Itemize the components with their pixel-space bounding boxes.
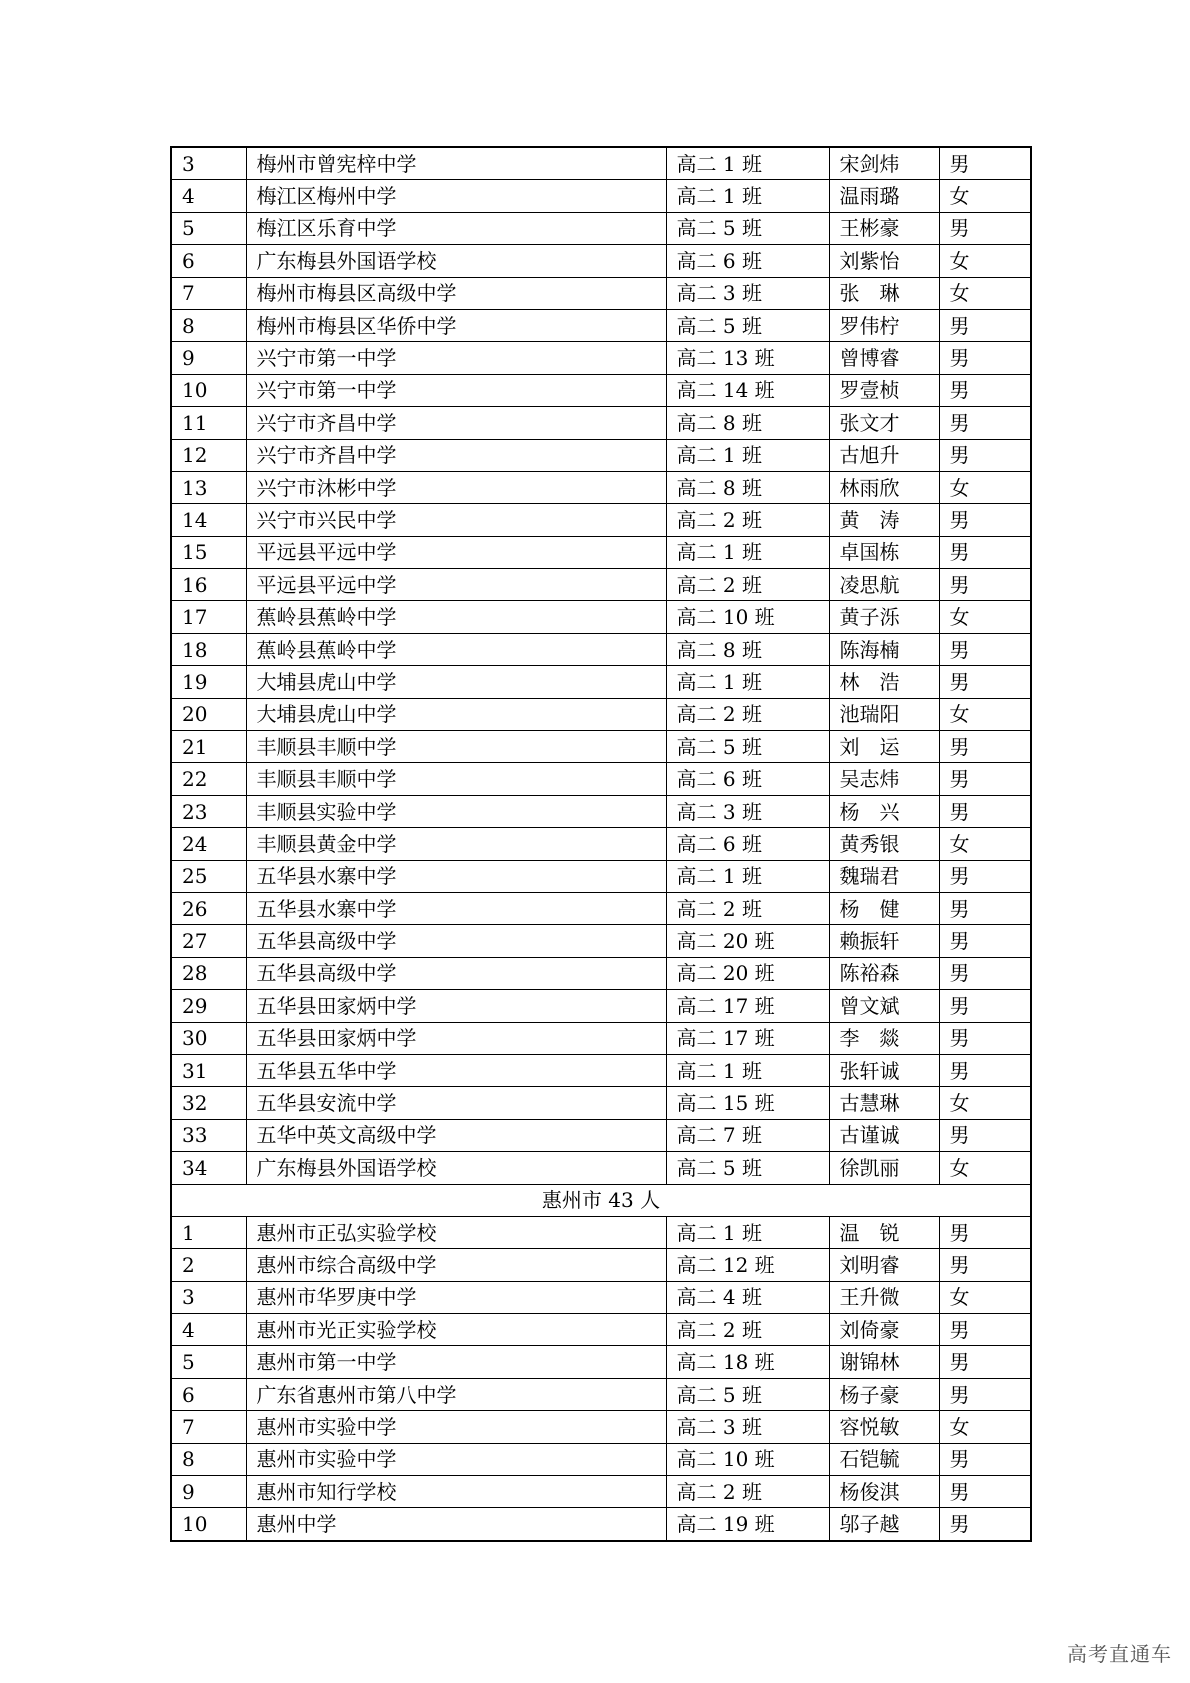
table-row bbox=[171, 795, 1031, 827]
school-cell: 兴宁市第一中学 bbox=[246, 342, 666, 374]
gender-cell: 女 bbox=[939, 828, 1031, 860]
gender-cell: 男 bbox=[939, 1508, 1031, 1541]
gender-cell: 男 bbox=[939, 731, 1031, 763]
gender-cell: 男 bbox=[939, 374, 1031, 406]
student-name-cell: 温 锐 bbox=[829, 1216, 939, 1248]
school-cell: 广东梅县外国语学校 bbox=[246, 1152, 666, 1184]
row-number-cell: 25 bbox=[171, 860, 246, 892]
class-cell: 高二 19 班 bbox=[666, 1508, 829, 1541]
row-number-cell: 12 bbox=[171, 439, 246, 471]
row-number-cell: 1 bbox=[171, 1216, 246, 1248]
student-name-cell: 杨子豪 bbox=[829, 1378, 939, 1410]
table-row bbox=[171, 990, 1031, 1022]
row-number-cell: 34 bbox=[171, 1152, 246, 1184]
student-name-cell: 赖振轩 bbox=[829, 925, 939, 957]
table-row bbox=[171, 1022, 1031, 1054]
table-row bbox=[171, 439, 1031, 471]
row-number-cell: 9 bbox=[171, 1476, 246, 1508]
gender-cell: 男 bbox=[939, 147, 1031, 180]
class-cell: 高二 8 班 bbox=[666, 471, 829, 503]
class-cell: 高二 4 班 bbox=[666, 1281, 829, 1313]
class-cell: 高二 6 班 bbox=[666, 763, 829, 795]
class-cell: 高二 20 班 bbox=[666, 925, 829, 957]
class-cell: 高二 14 班 bbox=[666, 374, 829, 406]
student-name-cell: 林雨欣 bbox=[829, 471, 939, 503]
row-number-cell: 8 bbox=[171, 1443, 246, 1475]
class-cell: 高二 5 班 bbox=[666, 309, 829, 341]
gender-cell: 男 bbox=[939, 439, 1031, 471]
watermark-text: 高考直通车 bbox=[1067, 1642, 1172, 1666]
gender-cell: 男 bbox=[939, 407, 1031, 439]
row-number-cell: 22 bbox=[171, 763, 246, 795]
school-cell: 丰顺县丰顺中学 bbox=[246, 731, 666, 763]
table-row bbox=[171, 212, 1031, 244]
class-cell: 高二 1 班 bbox=[666, 536, 829, 568]
student-name-cell: 杨 健 bbox=[829, 892, 939, 924]
school-cell: 广东梅县外国语学校 bbox=[246, 245, 666, 277]
row-number-cell: 10 bbox=[171, 374, 246, 406]
row-number-cell: 4 bbox=[171, 1314, 246, 1346]
gender-cell: 男 bbox=[939, 795, 1031, 827]
student-name-cell: 徐凯丽 bbox=[829, 1152, 939, 1184]
student-name-cell: 古旭升 bbox=[829, 439, 939, 471]
school-cell: 惠州市第一中学 bbox=[246, 1346, 666, 1378]
school-cell: 丰顺县实验中学 bbox=[246, 795, 666, 827]
school-cell: 梅江区乐育中学 bbox=[246, 212, 666, 244]
gender-cell: 男 bbox=[939, 1314, 1031, 1346]
student-name-cell: 谢锦林 bbox=[829, 1346, 939, 1378]
row-number-cell: 16 bbox=[171, 569, 246, 601]
school-cell: 惠州市华罗庚中学 bbox=[246, 1281, 666, 1313]
student-name-cell: 杨俊淇 bbox=[829, 1476, 939, 1508]
row-number-cell: 31 bbox=[171, 1054, 246, 1086]
student-name-cell: 黄子泺 bbox=[829, 601, 939, 633]
school-cell: 惠州中学 bbox=[246, 1508, 666, 1541]
gender-cell: 女 bbox=[939, 471, 1031, 503]
school-cell: 惠州市光正实验学校 bbox=[246, 1314, 666, 1346]
row-number-cell: 15 bbox=[171, 536, 246, 568]
class-cell: 高二 2 班 bbox=[666, 1476, 829, 1508]
gender-cell: 男 bbox=[939, 892, 1031, 924]
class-cell: 高二 3 班 bbox=[666, 795, 829, 827]
school-cell: 五华县高级中学 bbox=[246, 925, 666, 957]
table-row bbox=[171, 1346, 1031, 1378]
row-number-cell: 24 bbox=[171, 828, 246, 860]
row-number-cell: 13 bbox=[171, 471, 246, 503]
table-row bbox=[171, 1249, 1031, 1281]
school-cell: 兴宁市第一中学 bbox=[246, 374, 666, 406]
table-row bbox=[171, 698, 1031, 730]
gender-cell: 男 bbox=[939, 957, 1031, 989]
student-name-cell: 温雨璐 bbox=[829, 180, 939, 212]
class-cell: 高二 3 班 bbox=[666, 277, 829, 309]
table-row bbox=[171, 569, 1031, 601]
table-row bbox=[171, 1119, 1031, 1151]
table-row bbox=[171, 147, 1031, 180]
gender-cell: 女 bbox=[939, 1281, 1031, 1313]
row-number-cell: 17 bbox=[171, 601, 246, 633]
gender-cell: 男 bbox=[939, 1119, 1031, 1151]
class-cell: 高二 5 班 bbox=[666, 1152, 829, 1184]
gender-cell: 男 bbox=[939, 1249, 1031, 1281]
student-name-cell: 张文才 bbox=[829, 407, 939, 439]
gender-cell: 男 bbox=[939, 1216, 1031, 1248]
table-row bbox=[171, 180, 1031, 212]
table-row bbox=[171, 374, 1031, 406]
student-name-cell: 罗壹桢 bbox=[829, 374, 939, 406]
gender-cell: 男 bbox=[939, 1378, 1031, 1410]
school-cell: 惠州市实验中学 bbox=[246, 1411, 666, 1443]
class-cell: 高二 8 班 bbox=[666, 407, 829, 439]
row-number-cell: 6 bbox=[171, 1378, 246, 1410]
row-number-cell: 4 bbox=[171, 180, 246, 212]
class-cell: 高二 1 班 bbox=[666, 860, 829, 892]
student-name-cell: 邬子越 bbox=[829, 1508, 939, 1541]
student-name-cell: 容悦敏 bbox=[829, 1411, 939, 1443]
table-row bbox=[171, 342, 1031, 374]
class-cell: 高二 1 班 bbox=[666, 180, 829, 212]
row-number-cell: 30 bbox=[171, 1022, 246, 1054]
table-row bbox=[171, 601, 1031, 633]
student-name-cell: 刘倚豪 bbox=[829, 1314, 939, 1346]
school-cell: 兴宁市齐昌中学 bbox=[246, 439, 666, 471]
school-cell: 平远县平远中学 bbox=[246, 569, 666, 601]
table-row bbox=[171, 1087, 1031, 1119]
row-number-cell: 21 bbox=[171, 731, 246, 763]
school-cell: 惠州市实验中学 bbox=[246, 1443, 666, 1475]
school-cell: 五华中英文高级中学 bbox=[246, 1119, 666, 1151]
student-name-cell: 吴志炜 bbox=[829, 763, 939, 795]
gender-cell: 男 bbox=[939, 504, 1031, 536]
class-cell: 高二 1 班 bbox=[666, 147, 829, 180]
row-number-cell: 14 bbox=[171, 504, 246, 536]
table-row bbox=[171, 504, 1031, 536]
school-cell: 梅州市梅县区华侨中学 bbox=[246, 309, 666, 341]
school-cell: 蕉岭县蕉岭中学 bbox=[246, 601, 666, 633]
class-cell: 高二 5 班 bbox=[666, 212, 829, 244]
row-number-cell: 5 bbox=[171, 212, 246, 244]
table-row bbox=[171, 731, 1031, 763]
table-row bbox=[171, 633, 1031, 665]
class-cell: 高二 7 班 bbox=[666, 1119, 829, 1151]
student-name-cell: 陈裕森 bbox=[829, 957, 939, 989]
row-number-cell: 9 bbox=[171, 342, 246, 374]
school-cell: 五华县安流中学 bbox=[246, 1087, 666, 1119]
student-name-cell: 古慧琳 bbox=[829, 1087, 939, 1119]
row-number-cell: 11 bbox=[171, 407, 246, 439]
section-header-row bbox=[171, 1184, 1031, 1216]
school-cell: 兴宁市齐昌中学 bbox=[246, 407, 666, 439]
school-cell: 五华县田家炳中学 bbox=[246, 1022, 666, 1054]
row-number-cell: 5 bbox=[171, 1346, 246, 1378]
school-cell: 兴宁市沐彬中学 bbox=[246, 471, 666, 503]
table-row bbox=[171, 925, 1031, 957]
school-cell: 惠州市综合高级中学 bbox=[246, 1249, 666, 1281]
class-cell: 高二 1 班 bbox=[666, 1054, 829, 1086]
student-name-cell: 古谨诚 bbox=[829, 1119, 939, 1151]
gender-cell: 女 bbox=[939, 245, 1031, 277]
gender-cell: 男 bbox=[939, 666, 1031, 698]
row-number-cell: 23 bbox=[171, 795, 246, 827]
row-number-cell: 27 bbox=[171, 925, 246, 957]
gender-cell: 男 bbox=[939, 1346, 1031, 1378]
gender-cell: 男 bbox=[939, 569, 1031, 601]
class-cell: 高二 13 班 bbox=[666, 342, 829, 374]
row-number-cell: 8 bbox=[171, 309, 246, 341]
gender-cell: 女 bbox=[939, 1152, 1031, 1184]
gender-cell: 男 bbox=[939, 309, 1031, 341]
class-cell: 高二 3 班 bbox=[666, 1411, 829, 1443]
section-header-cell: 惠州市 43 人 bbox=[171, 1184, 1031, 1216]
row-number-cell: 2 bbox=[171, 1249, 246, 1281]
student-name-cell: 刘 运 bbox=[829, 731, 939, 763]
gender-cell: 男 bbox=[939, 212, 1031, 244]
table-row bbox=[171, 828, 1031, 860]
student-name-cell: 王升微 bbox=[829, 1281, 939, 1313]
student-name-cell: 卓国栋 bbox=[829, 536, 939, 568]
school-cell: 五华县高级中学 bbox=[246, 957, 666, 989]
gender-cell: 女 bbox=[939, 277, 1031, 309]
class-cell: 高二 2 班 bbox=[666, 569, 829, 601]
gender-cell: 男 bbox=[939, 925, 1031, 957]
table-row bbox=[171, 536, 1031, 568]
student-name-cell: 罗伟柠 bbox=[829, 309, 939, 341]
table-row bbox=[171, 1443, 1031, 1475]
class-cell: 高二 18 班 bbox=[666, 1346, 829, 1378]
class-cell: 高二 17 班 bbox=[666, 990, 829, 1022]
student-name-cell: 陈海楠 bbox=[829, 633, 939, 665]
gender-cell: 女 bbox=[939, 601, 1031, 633]
row-number-cell: 20 bbox=[171, 698, 246, 730]
school-cell: 五华县五华中学 bbox=[246, 1054, 666, 1086]
class-cell: 高二 2 班 bbox=[666, 892, 829, 924]
class-cell: 高二 2 班 bbox=[666, 504, 829, 536]
row-number-cell: 26 bbox=[171, 892, 246, 924]
student-name-cell: 凌思航 bbox=[829, 569, 939, 601]
gender-cell: 女 bbox=[939, 1087, 1031, 1119]
gender-cell: 男 bbox=[939, 342, 1031, 374]
student-name-cell: 张轩诚 bbox=[829, 1054, 939, 1086]
school-cell: 五华县水寨中学 bbox=[246, 892, 666, 924]
table-row bbox=[171, 471, 1031, 503]
student-name-cell: 黄 涛 bbox=[829, 504, 939, 536]
class-cell: 高二 5 班 bbox=[666, 1378, 829, 1410]
table-row bbox=[171, 1476, 1031, 1508]
student-name-cell: 林 浩 bbox=[829, 666, 939, 698]
class-cell: 高二 15 班 bbox=[666, 1087, 829, 1119]
gender-cell: 男 bbox=[939, 1476, 1031, 1508]
student-name-cell: 张 琳 bbox=[829, 277, 939, 309]
table-row bbox=[171, 1508, 1031, 1541]
student-name-cell: 池瑞阳 bbox=[829, 698, 939, 730]
student-name-cell: 李 燚 bbox=[829, 1022, 939, 1054]
table-row bbox=[171, 860, 1031, 892]
gender-cell: 女 bbox=[939, 1411, 1031, 1443]
school-cell: 五华县水寨中学 bbox=[246, 860, 666, 892]
gender-cell: 女 bbox=[939, 180, 1031, 212]
roster-body bbox=[171, 147, 1031, 1541]
school-cell: 惠州市知行学校 bbox=[246, 1476, 666, 1508]
table-row bbox=[171, 1378, 1031, 1410]
table-row bbox=[171, 1281, 1031, 1313]
class-cell: 高二 20 班 bbox=[666, 957, 829, 989]
gender-cell: 男 bbox=[939, 536, 1031, 568]
student-name-cell: 石铠毓 bbox=[829, 1443, 939, 1475]
school-cell: 梅州市曾宪梓中学 bbox=[246, 147, 666, 180]
class-cell: 高二 12 班 bbox=[666, 1249, 829, 1281]
table-row bbox=[171, 957, 1031, 989]
row-number-cell: 7 bbox=[171, 1411, 246, 1443]
gender-cell: 男 bbox=[939, 763, 1031, 795]
student-name-cell: 黄秀银 bbox=[829, 828, 939, 860]
row-number-cell: 28 bbox=[171, 957, 246, 989]
gender-cell: 男 bbox=[939, 1443, 1031, 1475]
school-cell: 梅州市梅县区高级中学 bbox=[246, 277, 666, 309]
student-name-cell: 杨 兴 bbox=[829, 795, 939, 827]
class-cell: 高二 1 班 bbox=[666, 1216, 829, 1248]
student-name-cell: 宋剑炜 bbox=[829, 147, 939, 180]
class-cell: 高二 10 班 bbox=[666, 1443, 829, 1475]
school-cell: 五华县田家炳中学 bbox=[246, 990, 666, 1022]
table-row bbox=[171, 1216, 1031, 1248]
school-cell: 梅江区梅州中学 bbox=[246, 180, 666, 212]
school-cell: 广东省惠州市第八中学 bbox=[246, 1378, 666, 1410]
class-cell: 高二 5 班 bbox=[666, 731, 829, 763]
row-number-cell: 29 bbox=[171, 990, 246, 1022]
student-name-cell: 魏瑞君 bbox=[829, 860, 939, 892]
table-row bbox=[171, 1411, 1031, 1443]
class-cell: 高二 2 班 bbox=[666, 1314, 829, 1346]
school-cell: 平远县平远中学 bbox=[246, 536, 666, 568]
table-row bbox=[171, 245, 1031, 277]
table-row bbox=[171, 407, 1031, 439]
student-name-cell: 曾文斌 bbox=[829, 990, 939, 1022]
row-number-cell: 18 bbox=[171, 633, 246, 665]
table-row bbox=[171, 1314, 1031, 1346]
student-roster-table bbox=[170, 146, 1032, 1542]
row-number-cell: 6 bbox=[171, 245, 246, 277]
class-cell: 高二 10 班 bbox=[666, 601, 829, 633]
table-row bbox=[171, 1054, 1031, 1086]
table-row bbox=[171, 1152, 1031, 1184]
class-cell: 高二 1 班 bbox=[666, 666, 829, 698]
school-cell: 大埔县虎山中学 bbox=[246, 666, 666, 698]
class-cell: 高二 17 班 bbox=[666, 1022, 829, 1054]
student-name-cell: 曾博睿 bbox=[829, 342, 939, 374]
table-row bbox=[171, 666, 1031, 698]
gender-cell: 男 bbox=[939, 633, 1031, 665]
row-number-cell: 3 bbox=[171, 147, 246, 180]
row-number-cell: 32 bbox=[171, 1087, 246, 1119]
class-cell: 高二 2 班 bbox=[666, 698, 829, 730]
class-cell: 高二 8 班 bbox=[666, 633, 829, 665]
row-number-cell: 3 bbox=[171, 1281, 246, 1313]
school-cell: 丰顺县丰顺中学 bbox=[246, 763, 666, 795]
class-cell: 高二 6 班 bbox=[666, 828, 829, 860]
school-cell: 丰顺县黄金中学 bbox=[246, 828, 666, 860]
gender-cell: 男 bbox=[939, 1022, 1031, 1054]
row-number-cell: 19 bbox=[171, 666, 246, 698]
school-cell: 兴宁市兴民中学 bbox=[246, 504, 666, 536]
school-cell: 蕉岭县蕉岭中学 bbox=[246, 633, 666, 665]
student-name-cell: 刘明睿 bbox=[829, 1249, 939, 1281]
gender-cell: 男 bbox=[939, 1054, 1031, 1086]
gender-cell: 男 bbox=[939, 860, 1031, 892]
table-row bbox=[171, 309, 1031, 341]
class-cell: 高二 6 班 bbox=[666, 245, 829, 277]
school-cell: 大埔县虎山中学 bbox=[246, 698, 666, 730]
table-row bbox=[171, 763, 1031, 795]
class-cell: 高二 1 班 bbox=[666, 439, 829, 471]
table-row bbox=[171, 277, 1031, 309]
row-number-cell: 10 bbox=[171, 1508, 246, 1541]
gender-cell: 男 bbox=[939, 990, 1031, 1022]
school-cell: 惠州市正弘实验学校 bbox=[246, 1216, 666, 1248]
student-name-cell: 刘紫怡 bbox=[829, 245, 939, 277]
student-name-cell: 王彬豪 bbox=[829, 212, 939, 244]
row-number-cell: 33 bbox=[171, 1119, 246, 1151]
row-number-cell: 7 bbox=[171, 277, 246, 309]
gender-cell: 女 bbox=[939, 698, 1031, 730]
table-row bbox=[171, 892, 1031, 924]
